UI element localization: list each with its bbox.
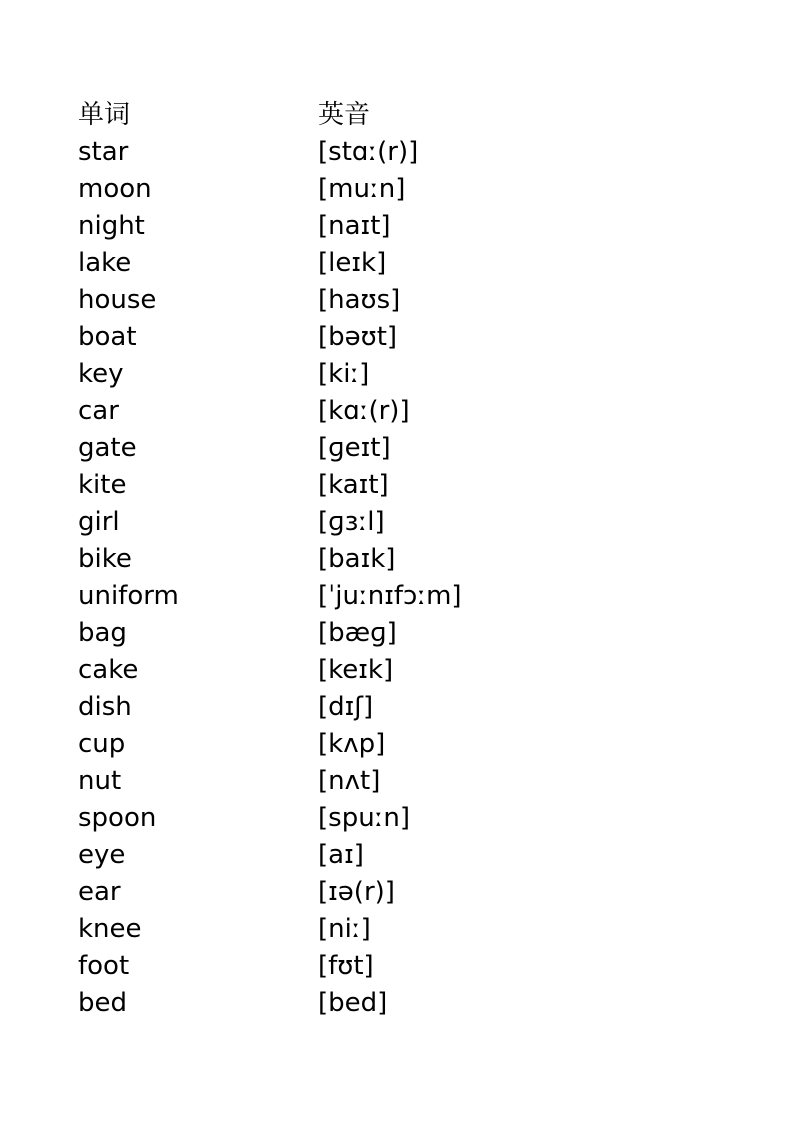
table-row: [78, 578, 578, 615]
ipa-cell: [muːn]: [318, 174, 406, 204]
ipa-cell: [kiː]: [318, 359, 370, 389]
table-row: [78, 245, 578, 282]
ipa-cell: [bəʊt]: [318, 322, 398, 352]
table-row: [78, 208, 578, 245]
word-column-header: 单词: [78, 100, 131, 130]
ipa-cell: [nʌt]: [318, 766, 381, 796]
word-cell: moon: [78, 174, 152, 204]
ipa-cell: [ɡɜːl]: [318, 507, 385, 537]
word-cell: girl: [78, 507, 120, 537]
ipa-cell: [ˈjuːnɪfɔːm]: [318, 581, 462, 611]
table-row: [78, 504, 578, 541]
word-cell: boat: [78, 322, 137, 352]
word-cell: star: [78, 137, 129, 167]
ipa-cell: [haʊs]: [318, 285, 401, 315]
vocabulary-table: [78, 97, 578, 1022]
table-row: [78, 911, 578, 948]
word-cell: lake: [78, 248, 132, 278]
table-row: [78, 467, 578, 504]
table-row: [78, 874, 578, 911]
word-cell: house: [78, 285, 157, 315]
table-row: [78, 948, 578, 985]
ipa-cell: [fʊt]: [318, 951, 374, 981]
word-cell: cake: [78, 655, 139, 685]
ipa-cell: [baɪk]: [318, 544, 396, 574]
table-row: [78, 763, 578, 800]
ipa-column-header: 英音: [318, 100, 371, 130]
ipa-cell: [naɪt]: [318, 211, 391, 241]
table-row: [78, 615, 578, 652]
ipa-cell: [stɑː(r)]: [318, 137, 419, 167]
table-row: [78, 800, 578, 837]
ipa-cell: [bæɡ]: [318, 618, 397, 648]
word-cell: bag: [78, 618, 127, 648]
table-row: [78, 171, 578, 208]
word-cell: ear: [78, 877, 121, 907]
ipa-cell: [keɪk]: [318, 655, 394, 685]
ipa-cell: [ɪə(r)]: [318, 877, 395, 907]
table-row: [78, 356, 578, 393]
word-cell: car: [78, 396, 119, 426]
word-cell: night: [78, 211, 145, 241]
table-row: [78, 726, 578, 763]
word-cell: eye: [78, 840, 126, 870]
ipa-cell: [leɪk]: [318, 248, 387, 278]
word-cell: uniform: [78, 581, 179, 611]
table-row: [78, 985, 578, 1022]
ipa-cell: [kɑː(r)]: [318, 396, 410, 426]
word-cell: knee: [78, 914, 142, 944]
word-cell: gate: [78, 433, 137, 463]
table-row: [78, 541, 578, 578]
word-cell: cup: [78, 729, 126, 759]
table-row: [78, 134, 578, 171]
table-row: [78, 430, 578, 467]
table-row: [78, 837, 578, 874]
word-cell: foot: [78, 951, 130, 981]
word-cell: spoon: [78, 803, 157, 833]
word-cell: nut: [78, 766, 122, 796]
word-cell: bike: [78, 544, 132, 574]
table-row: [78, 319, 578, 356]
table-row: [78, 689, 578, 726]
word-cell: kite: [78, 470, 127, 500]
table-header-row: [78, 97, 578, 134]
ipa-cell: [spuːn]: [318, 803, 411, 833]
table-row: [78, 282, 578, 319]
word-cell: dish: [78, 692, 132, 722]
word-cell: key: [78, 359, 124, 389]
ipa-cell: [ɡeɪt]: [318, 433, 391, 463]
table-row: [78, 393, 578, 430]
ipa-cell: [kʌp]: [318, 729, 386, 759]
word-cell: bed: [78, 988, 128, 1018]
ipa-cell: [kaɪt]: [318, 470, 389, 500]
table-row: [78, 652, 578, 689]
ipa-cell: [dɪʃ]: [318, 692, 374, 722]
ipa-cell: [bed]: [318, 988, 388, 1018]
ipa-cell: [niː]: [318, 914, 371, 944]
ipa-cell: [aɪ]: [318, 840, 364, 870]
